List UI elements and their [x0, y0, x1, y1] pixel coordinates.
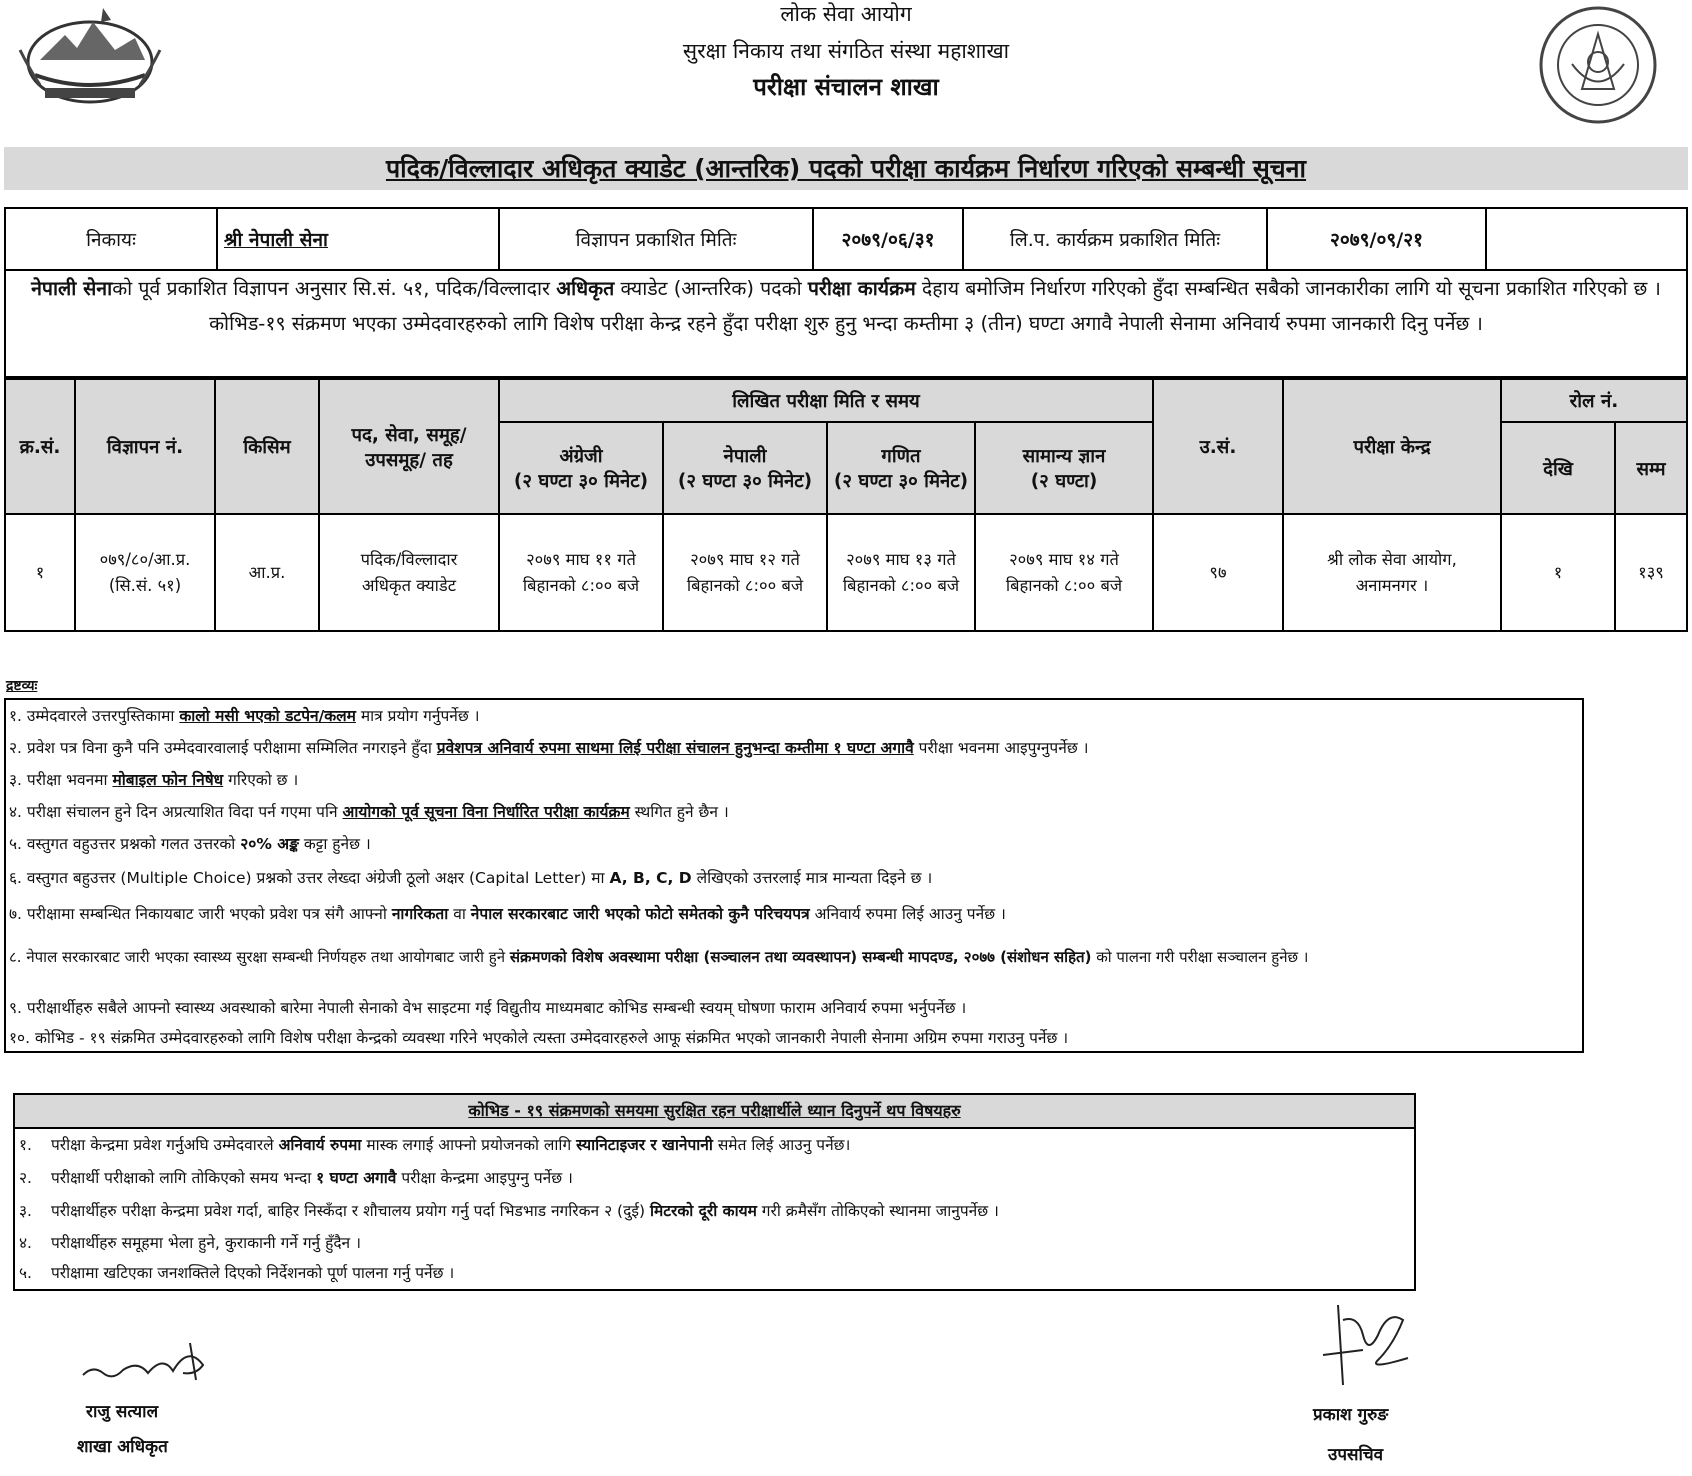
covid-item-2: २. परीक्षार्थी परीक्षाको लागि तोकिएको समय भन्दा १ घण्टा अगावै परीक्षा केन्द्रमा आइपुग्नु पर्नेछ ।	[19, 1169, 573, 1187]
cell-post: पदिक/विल्लादार अधिकृत क्याडेट	[319, 514, 499, 631]
adv-date-label: विज्ञापन प्रकाशित मितिः	[499, 208, 813, 270]
note-8: ८. नेपाल सरकारबाट जारी भएका स्वास्थ्य सुरक्षा सम्बन्धी निर्णयहरु तथा आयोगबाट जारी हुने संक्रमणको विशेष अवस्थामा परीक्षा (सञ्चालन तथा व्यवस्थापन) सम्बन्धी मापदण्ड, २०७७ (संशोधन सहित) को पालना गरी परीक्षा सञ्चालन हुनेछ ।	[9, 948, 1309, 966]
col-roll: रोल नं.	[1501, 379, 1687, 422]
covid-title: कोभिड - १९ संक्रमणको समयमा सुरक्षित रहन परीक्षार्थीले ध्यान दिनुपर्ने थप विषयहरु	[15, 1095, 1414, 1129]
right-signature-image	[1318, 1300, 1418, 1394]
note-5: ५. वस्तुगत वहुउत्तर प्रश्नको गलत उत्तरको २०% अङ्क कट्टा हुनेछ ।	[9, 835, 371, 853]
col-us: उ.सं.	[1153, 379, 1283, 514]
col-sn: क्र.सं.	[5, 379, 75, 514]
col-written-exam: लिखित परीक्षा मिति र समय	[499, 379, 1153, 422]
col-center: परीक्षा केन्द्र	[1283, 379, 1501, 514]
note-6: ६. वस्तुगत बहुउत्तर (Multiple Choice) प्रश्नको उत्तर लेख्दा अंग्रेजी ठूलो अक्षर (Capital Letter) मा A, B, C, D लेखिएको उत्तरलाई मात्र मान्यता दिइने छ ।	[9, 869, 933, 887]
col-math: गणित (२ घण्टा ३० मिनेट)	[827, 422, 975, 514]
col-english: अंग्रेजी (२ घण्टा ३० मिनेट)	[499, 422, 663, 514]
covid-item-4: ४. परीक्षार्थीहरु समूहमा भेला हुने, कुराकानी गर्ने गर्नु हुँदैन ।	[19, 1234, 361, 1252]
notice-title: पदिक/विल्लादार अधिकृत क्याडेट (आन्तरिक) पदको परीक्षा कार्यक्रम निर्धारण गरिएको सम्बन्धी सूचना	[4, 147, 1688, 190]
covid-item-3: ३. परीक्षार्थीहरु परीक्षा केन्द्रमा प्रवेश गर्दा, बाहिर निस्कँदा र शौचालय प्रयोग गर्नु पर्दा भिडभाड नगरिकन २ (दुई) मिटरको दूरी कायम गरी क्रमैसँग तोकिएको स्थानमा जानुपर्नेछ ।	[19, 1202, 999, 1220]
cell-english: २०७९ माघ ११ गते बिहानको ८:०० बजे	[499, 514, 663, 631]
notes-heading: द्रष्टव्यः	[6, 678, 38, 694]
note-10: १०. कोभिड - १९ संक्रमित उम्मेदवारहरुको लागि विशेष परीक्षा केन्द्रको व्यवस्था गरिने भएकोले त्यस्ता उम्मेदवारहरुले आफू संक्रमित भएको जानकारी नेपाली सेनामा अग्रिम रुपमा गराउनु पर्नेछ ।	[9, 1029, 1069, 1047]
empty-cell	[1486, 208, 1687, 270]
psc-seal-logo	[1537, 4, 1659, 126]
cell-math: २०७९ माघ १३ गते बिहानको ८:०० बजे	[827, 514, 975, 631]
covid-box	[13, 1093, 1416, 1291]
col-nepali: नेपाली (२ घण्टा ३० मिनेट)	[663, 422, 827, 514]
col-gk: सामान्य ज्ञान (२ घण्टा)	[975, 422, 1153, 514]
cell-center: श्री लोक सेवा आयोग, अनामनगर ।	[1283, 514, 1501, 631]
program-date-label: लि.प. कार्यक्रम प्रकाशित मितिः	[963, 208, 1267, 270]
covid-item-5: ५. परीक्षामा खटिएका जनशक्तिले दिएको निर्देशनको पूर्ण पालना गर्नु पर्नेछ ।	[19, 1264, 455, 1282]
intro-paragraph: नेपाली सेनाको पूर्व प्रकाशित विज्ञापन अनुसार सि.सं. ५१, पदिक/विल्लादार अधिकृत क्याडेट (आन्तरिक) पदको परीक्षा कार्यक्रम देहाय बमोजिम निर्धारण गरिएको हुँदा सम्बन्धित सबैको जानकारीका लागि यो सूचना प्रकाशित गरिएको छ । कोभिड-१९ संक्रमण भएका उम्मेदवारहरुको लागि विशेष परीक्षा केन्द्र रहने हुँदा परीक्षा शुरु हुनु भन्दा कम्तीमा ३ (तीन) घण्टा अगावै नेपाली सेनामा अनिवार्य रुपमा जानकारी दिनु पर्नेछ ।	[4, 268, 1688, 378]
col-roll-from: देखि	[1501, 422, 1615, 514]
col-roll-to: सम्म	[1615, 422, 1687, 514]
cell-type: आ.प्र.	[215, 514, 319, 631]
cell-sn: १	[5, 514, 75, 631]
cell-us: ९७	[1153, 514, 1283, 631]
left-signer-name: राजु सत्याल	[86, 1402, 159, 1422]
org-name: लोक सेवा आयोग	[780, 2, 912, 26]
division-name: सुरक्षा निकाय तथा संगठित संस्था महाशाखा	[682, 39, 1010, 63]
cell-roll-to: १३९	[1615, 514, 1687, 631]
exam-schedule-table	[4, 378, 1688, 632]
cell-gk: २०७९ माघ १४ गते बिहानको ८:०० बजे	[975, 514, 1153, 631]
table-row	[5, 514, 1687, 631]
note-3: ३. परीक्षा भवनमा मोबाइल फोन निषेध गरिएको छ ।	[9, 771, 299, 789]
covid-item-1: १. परीक्षा केन्द्रमा प्रवेश गर्नुअघि उम्मेदवारले अनिवार्य रुपमा मास्क लगाई आफ्नो प्रयोजनको लागि स्यानिटाइजर र खानेपानी समेत लिई आउनु पर्नेछ।	[19, 1136, 851, 1154]
note-1: १. उम्मेदवारले उत्तरपुस्तिकामा कालो मसी भएको डटपेन/कलम मात्र प्रयोग गर्नुपर्नेछ ।	[9, 707, 480, 725]
note-2: २. प्रवेश पत्र विना कुनै पनि उम्मेदवारवालाई परीक्षामा सम्मिलित नगराइने हुँदा प्रवेशपत्र अनिवार्य रुपमा साथमा लिई परीक्षा संचालन हुनुभन्दा कम्तीमा १ घण्टा अगावै परीक्षा भवनमा आइपुग्नुपर्नेछ ।	[9, 739, 1089, 757]
right-signer-title: उपसचिव	[1328, 1445, 1384, 1465]
cell-nepali: २०७९ माघ १२ गते बिहानको ८:०० बजे	[663, 514, 827, 631]
section-name: परीक्षा संचालन शाखा	[753, 73, 939, 101]
org-value: श्री नेपाली सेना	[217, 208, 499, 270]
right-signer-name: प्रकाश गुरुङ	[1313, 1405, 1389, 1425]
left-signer-title: शाखा अधिकृत	[77, 1437, 168, 1457]
info-table	[4, 207, 1688, 271]
adv-date-value: २०७९/०६/३१	[813, 208, 963, 270]
col-adv-no: विज्ञापन नं.	[75, 379, 215, 514]
program-date-value: २०७९/०९/२१	[1267, 208, 1486, 270]
note-9: ९. परीक्षार्थीहरु सबैले आफ्नो स्वास्थ्य अवस्थाको बारेमा नेपाली सेनाको वेभ साइटमा गई विद्युतीय माध्यमबाट कोभिड सम्बन्धी स्वयम् घोषणा फाराम अनिवार्य रुपमा भर्नुपर्नेछ ।	[9, 999, 967, 1017]
cell-roll-from: १	[1501, 514, 1615, 631]
col-type: किसिम	[215, 379, 319, 514]
org-label: निकायः	[5, 208, 217, 270]
note-7: ७. परीक्षामा सम्बन्धित निकायबाट जारी भएको प्रवेश पत्र संगै आफ्नो नागरिकता वा नेपाल सरकारबाट जारी भएको फोटो समेतको कुनै परिचयपत्र अनिवार्य रुपमा लिई आउनु पर्नेछ ।	[9, 905, 1006, 923]
note-4: ४. परीक्षा संचालन हुने दिन अप्रत्याशित विदा पर्न गएमा पनि आयोगको पूर्व सूचना विना निर्धारित परीक्षा कार्यक्रम स्थगित हुने छैन ।	[9, 803, 729, 821]
col-post: पद, सेवा, समूह/उपसमूह/ तह	[319, 379, 499, 514]
cell-adv-no: ०७९/८०/आ.प्र. (सि.सं. ५१)	[75, 514, 215, 631]
notes-box	[4, 698, 1584, 1053]
left-signature-image	[78, 1335, 218, 1394]
